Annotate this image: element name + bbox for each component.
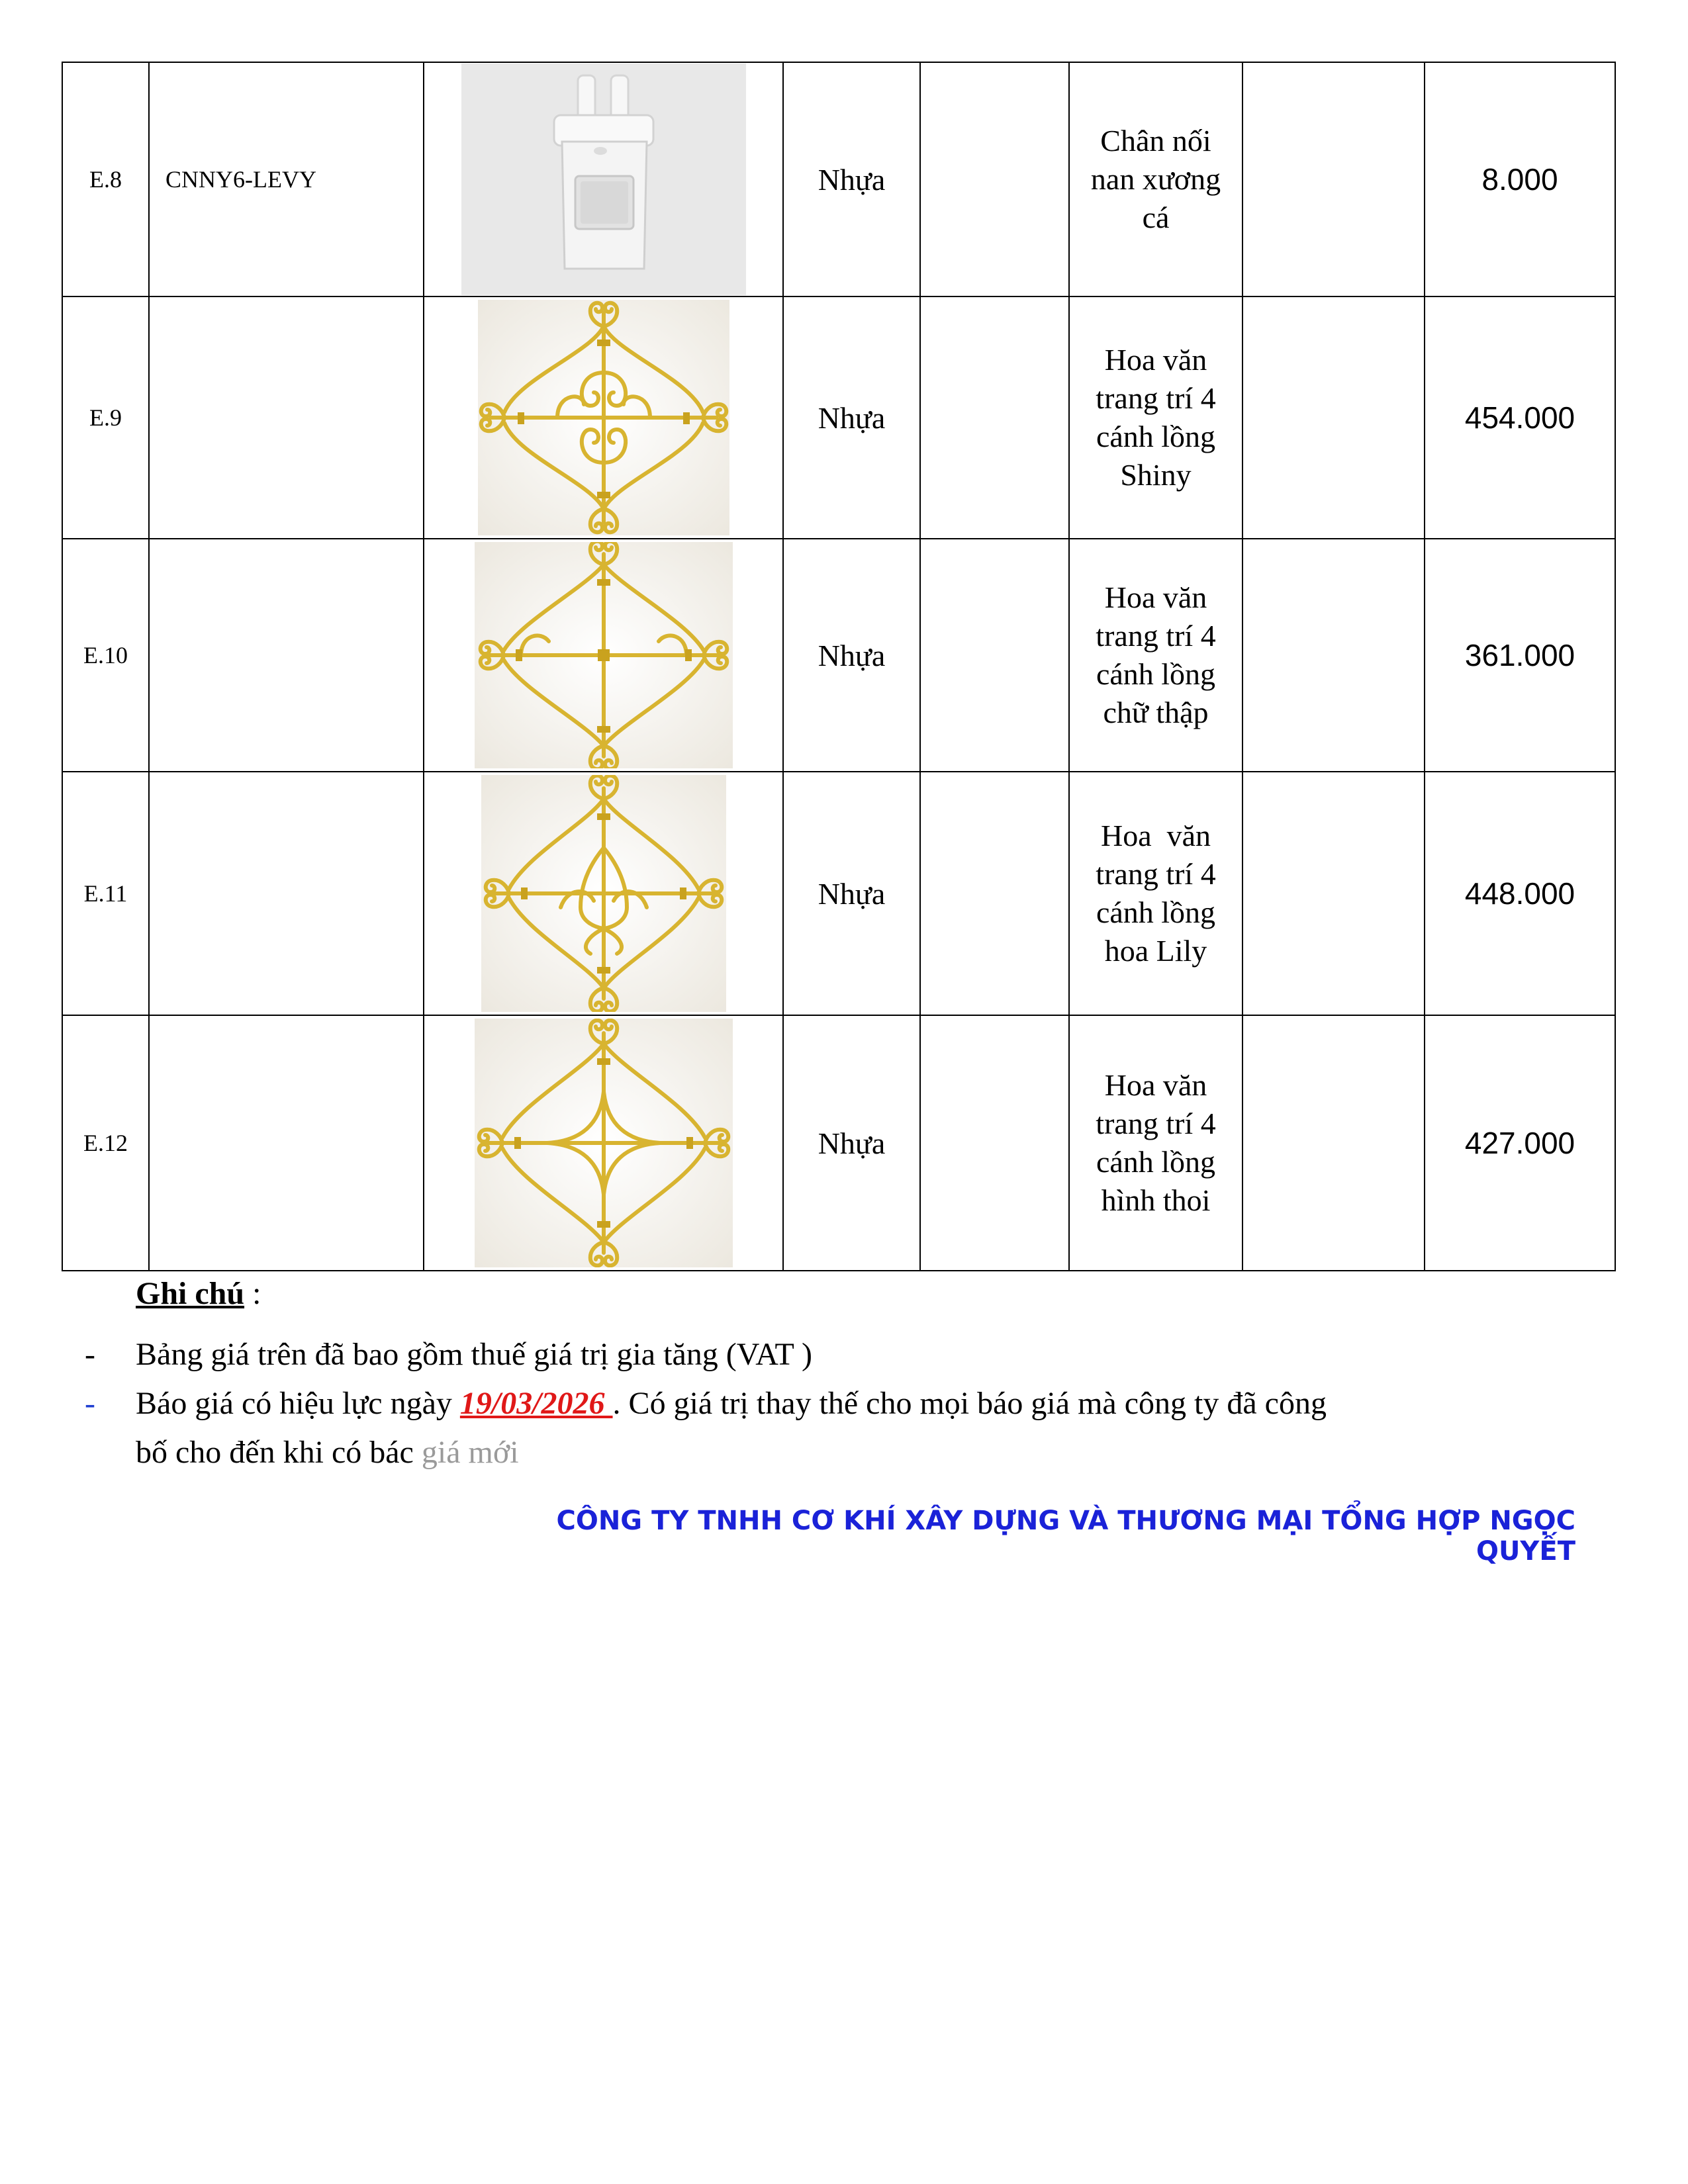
note-text-line2-faded: giá mới — [413, 1435, 519, 1470]
empty-cell — [1243, 772, 1425, 1015]
item-material: Nhựa — [783, 539, 920, 772]
item-code: E.12 — [62, 1015, 149, 1271]
notes-title-suffix: : — [244, 1276, 261, 1311]
empty-cell — [920, 296, 1069, 539]
note-item — [85, 1379, 1579, 1477]
item-material: Nhựa — [783, 1015, 920, 1271]
note-item — [85, 1330, 1579, 1379]
description-line: trang trí 4 — [1096, 619, 1216, 653]
description-line: Hoa văn — [1104, 1068, 1207, 1102]
effective-date: 19/03/2026 — [459, 1386, 613, 1421]
item-price: 448.000 — [1425, 772, 1615, 1015]
description-line: hình thoi — [1101, 1183, 1211, 1217]
table-row — [62, 772, 1615, 1015]
empty-cell — [1243, 539, 1425, 772]
note-text-after: . Có giá trị thay thế cho mọi báo giá mà công ty đã công — [612, 1386, 1327, 1421]
description-line: cá — [1142, 201, 1170, 234]
description-line: cánh lồng — [1096, 420, 1216, 453]
description-line: cánh lồng — [1096, 1145, 1216, 1179]
description-line: Hoa văn — [1104, 580, 1207, 614]
product-image-cell — [424, 539, 783, 772]
notes-title: Ghi chú — [136, 1276, 245, 1311]
notes-heading — [136, 1271, 1579, 1317]
description-line: Hoa văn — [1104, 343, 1207, 377]
note-dash: - — [85, 1337, 95, 1372]
item-code: E.10 — [62, 539, 149, 772]
item-sku — [149, 772, 424, 1015]
price-table — [62, 62, 1616, 1271]
item-sku — [149, 296, 424, 539]
description-line: nan xương — [1090, 162, 1221, 196]
description-line: Shiny — [1120, 458, 1192, 492]
empty-cell — [920, 539, 1069, 772]
gold-four-petal-cross-ornament-photo — [475, 542, 733, 768]
item-code: E.9 — [62, 296, 149, 539]
item-description — [1069, 772, 1243, 1015]
item-material: Nhựa — [783, 62, 920, 296]
white-plastic-connector-photo — [461, 64, 746, 295]
description-line: hoa Lily — [1104, 934, 1207, 968]
note-text-before: Báo giá có hiệu lực ngày — [136, 1386, 460, 1421]
description-line: chữ thập — [1103, 696, 1209, 729]
item-sku: CNNY6-LEVY — [149, 62, 424, 296]
empty-cell — [1243, 296, 1425, 539]
description-line: cánh lồng — [1096, 895, 1216, 929]
item-description — [1069, 62, 1243, 296]
notes-section — [85, 1271, 1579, 1477]
note-text: Bảng giá trên đã bao gồm thuế giá trị gia tăng (VAT ) — [136, 1337, 812, 1372]
item-price: 454.000 — [1425, 296, 1615, 539]
item-material: Nhựa — [783, 296, 920, 539]
description-line: Hoa văn — [1100, 819, 1211, 852]
gold-four-petal-lily-ornament-photo — [481, 775, 726, 1012]
table-row — [62, 62, 1615, 296]
description-line: trang trí 4 — [1096, 1107, 1216, 1140]
empty-cell — [920, 62, 1069, 296]
empty-cell — [1243, 1015, 1425, 1271]
product-image-cell — [424, 1015, 783, 1271]
product-image-cell — [424, 62, 783, 296]
empty-cell — [920, 1015, 1069, 1271]
description-line: trang trí 4 — [1096, 857, 1216, 891]
gold-four-petal-diamond-ornament-photo — [475, 1019, 733, 1267]
item-price: 8.000 — [1425, 62, 1615, 296]
description-line: Chân nối — [1100, 124, 1211, 158]
item-material: Nhựa — [783, 772, 920, 1015]
description-line: cánh lồng — [1096, 657, 1216, 691]
company-name: CÔNG TY TNHH CƠ KHÍ XÂY DỰNG VÀ THƯƠNG MẠI TỔNG HỢP NGỌC QUYẾT — [556, 1506, 1575, 1567]
product-image-cell — [424, 772, 783, 1015]
item-description — [1069, 1015, 1243, 1271]
empty-cell — [920, 772, 1069, 1015]
table-row — [62, 296, 1615, 539]
item-description — [1069, 296, 1243, 539]
item-sku — [149, 539, 424, 772]
note-dash: - — [85, 1386, 95, 1421]
item-code: E.11 — [62, 772, 149, 1015]
empty-cell — [1243, 62, 1425, 296]
gold-four-petal-shiny-ornament-photo — [478, 300, 729, 535]
table-row — [62, 539, 1615, 772]
item-price: 361.000 — [1425, 539, 1615, 772]
item-sku — [149, 1015, 424, 1271]
item-price: 427.000 — [1425, 1015, 1615, 1271]
item-description — [1069, 539, 1243, 772]
description-line: trang trí 4 — [1096, 381, 1216, 415]
item-code: E.8 — [62, 62, 149, 296]
note-text-line2: bố cho đến khi có bác — [136, 1435, 414, 1470]
table-row — [62, 1015, 1615, 1271]
product-image-cell — [424, 296, 783, 539]
